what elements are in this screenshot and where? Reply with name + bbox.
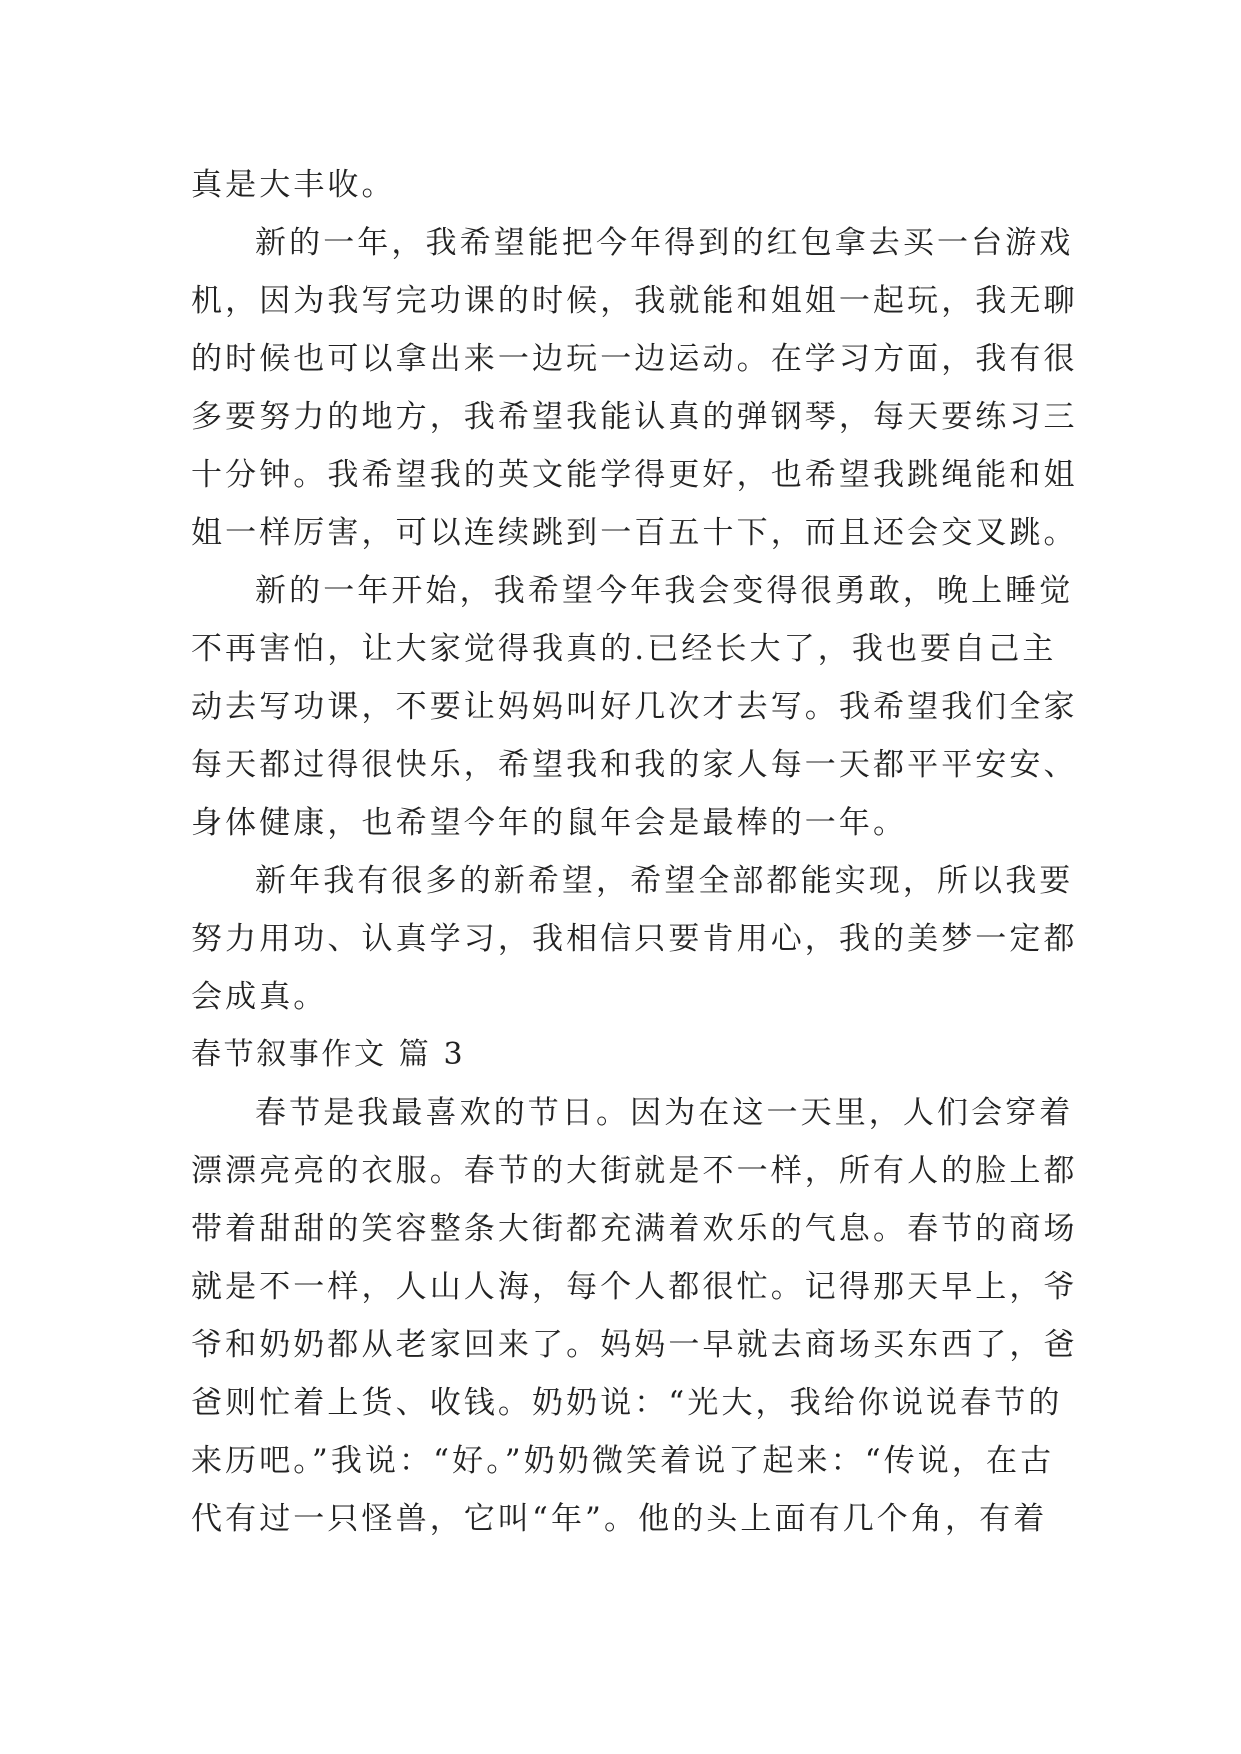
- text-line: 漂漂亮亮的衣服。春节的大街就是不一样，所有人的脸上都: [191, 1153, 1078, 1189]
- text-line: 的时候也可以拿出来一边玩一边运动。在学习方面，我有很: [191, 341, 1078, 377]
- text-line: 代有过一只怪兽，它叫“年”。他的头上面有几个角，有着: [191, 1501, 1048, 1537]
- text-line: 会成真。: [191, 979, 328, 1015]
- text-line: 带着甜甜的笑容整条大街都充满着欢乐的气息。春节的商场: [191, 1211, 1078, 1247]
- text-line: 真是大丰收。: [191, 167, 396, 203]
- document-body: [191, 156, 1078, 1548]
- paragraph-first-line: 春节是我最喜欢的节日。因为在这一天里，人们会穿着: [255, 1095, 1074, 1131]
- paragraph-first-line: 新的一年开始，我希望今年我会变得很勇敢，晚上睡觉: [255, 573, 1074, 609]
- paragraph-first-line: 新年我有很多的新希望，希望全部都能实现，所以我要: [255, 863, 1074, 899]
- text-line: 努力用功、认真学习，我相信只要肯用心，我的美梦一定都: [191, 921, 1078, 957]
- text-line: 动去写功课，不要让妈妈叫好几次才去写。我希望我们全家: [191, 689, 1078, 725]
- text-line: 不再害怕，让大家觉得我真的.已经长大了，我也要自己主: [191, 631, 1057, 667]
- text-line: 来历吧。”我说：“好。”奶奶微笑着说了起来：“传说，在古: [191, 1443, 1055, 1479]
- text-line: 爸则忙着上货、收钱。奶奶说：“光大，我给你说说春节的: [191, 1385, 1063, 1421]
- text-line: 就是不一样，人山人海，每个人都很忙。记得那天早上，爷: [191, 1269, 1078, 1305]
- text-line: 身体健康，也希望今年的鼠年会是最棒的一年。: [191, 805, 908, 841]
- text-line: 机，因为我写完功课的时候，我就能和姐姐一起玩，我无聊: [191, 283, 1078, 319]
- text-line: 多要努力的地方，我希望我能认真的弹钢琴，每天要练习三: [191, 399, 1078, 435]
- text-line: 姐一样厉害，可以连续跳到一百五十下，而且还会交叉跳。: [191, 515, 1078, 551]
- paragraph-first-line: 新的一年，我希望能把今年得到的红包拿去买一台游戏: [255, 225, 1074, 261]
- text-line: 爷和奶奶都从老家回来了。妈妈一早就去商场买东西了，爸: [191, 1327, 1078, 1363]
- text-line: 每天都过得很快乐，希望我和我的家人每一天都平平安安、: [191, 747, 1078, 783]
- text-line: 十分钟。我希望我的英文能学得更好，也希望我跳绳能和姐: [191, 457, 1078, 493]
- section-heading: 春节叙事作文 篇 3: [191, 1037, 466, 1072]
